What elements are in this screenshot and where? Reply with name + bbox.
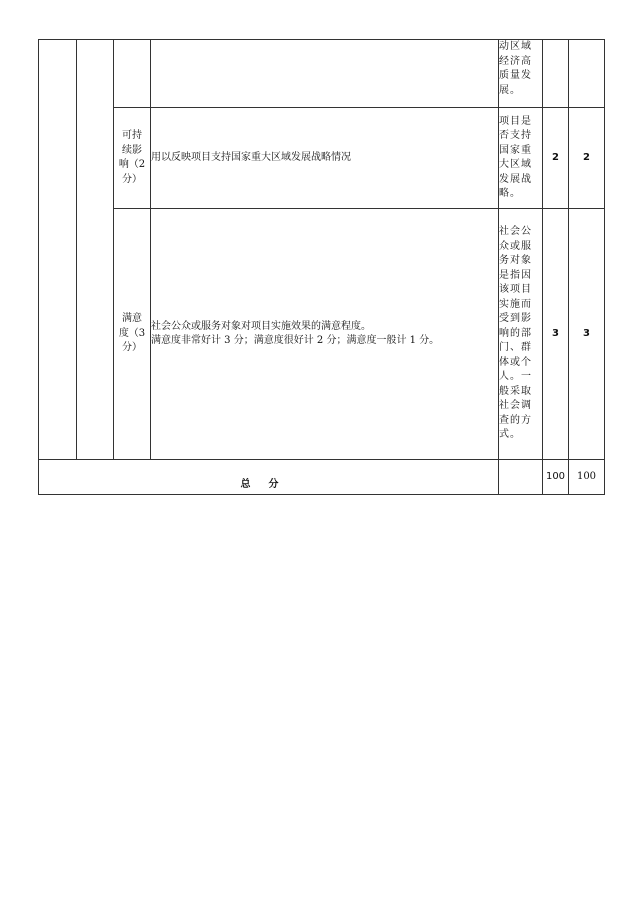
scoring-standard-cell [499,209,543,460]
total-max-score-cell [543,460,569,495]
score-cell [569,108,605,209]
description-cell [151,209,499,460]
table-row-sustainable-impact [39,108,605,209]
description-text: 用以反映项目支持国家重大区域发展战略情况 [151,151,351,163]
max-score-value: 2 [552,151,559,163]
description-text: 社会公众或服务对象对项目实施效果的满意程度。 满意度非常好计 3 分；满意度很好计 2 分；满意度一般计 1 分。 [151,320,440,346]
max-score-value: 3 [552,327,559,339]
total-label-cell [39,460,499,495]
max-score-cell [543,108,569,209]
score-cell [569,40,605,108]
total-score-cell [569,460,605,495]
scoring-standard-text: 动区域 经济高 质量发 展。 [499,41,532,96]
score-cell [569,209,605,460]
level2-indicator-cell [77,40,114,460]
performance-evaluation-table [38,39,605,495]
description-cell [151,108,499,209]
scoring-standard-cell [499,40,543,108]
sub-indicator-cell [114,108,151,209]
level1-indicator-cell [39,40,77,460]
scoring-standard-text: 项目是 否支持 国家重 大区域 发展战 略。 [499,115,532,199]
evaluation-table-container [38,39,605,495]
sub-indicator-label: 可持 续影 响（2 分） [118,130,146,185]
scoring-standard-text: 社会公 众或服 务对象 是指因 该项目 实施而 受到影 响的部 门、群 体或个 人。一 般采取 社会调 查的方 式。 [499,226,532,441]
description-cell [151,40,499,108]
score-value: 3 [583,327,590,339]
total-score: 100 [576,470,597,482]
max-score-cell [543,40,569,108]
table-row-total [39,460,605,495]
sub-indicator-label: 满意 度（3 分） [118,313,146,354]
total-standard-cell [499,460,543,495]
total-max-score: 100 [545,471,566,482]
max-score-cell [543,209,569,460]
table-row-satisfaction [39,209,605,460]
total-label: 总分 [240,478,297,490]
sub-indicator-cell [114,209,151,460]
table-row-continued [39,40,605,108]
score-value: 2 [583,151,590,163]
scoring-standard-cell [499,108,543,209]
sub-indicator-cell [114,40,151,108]
